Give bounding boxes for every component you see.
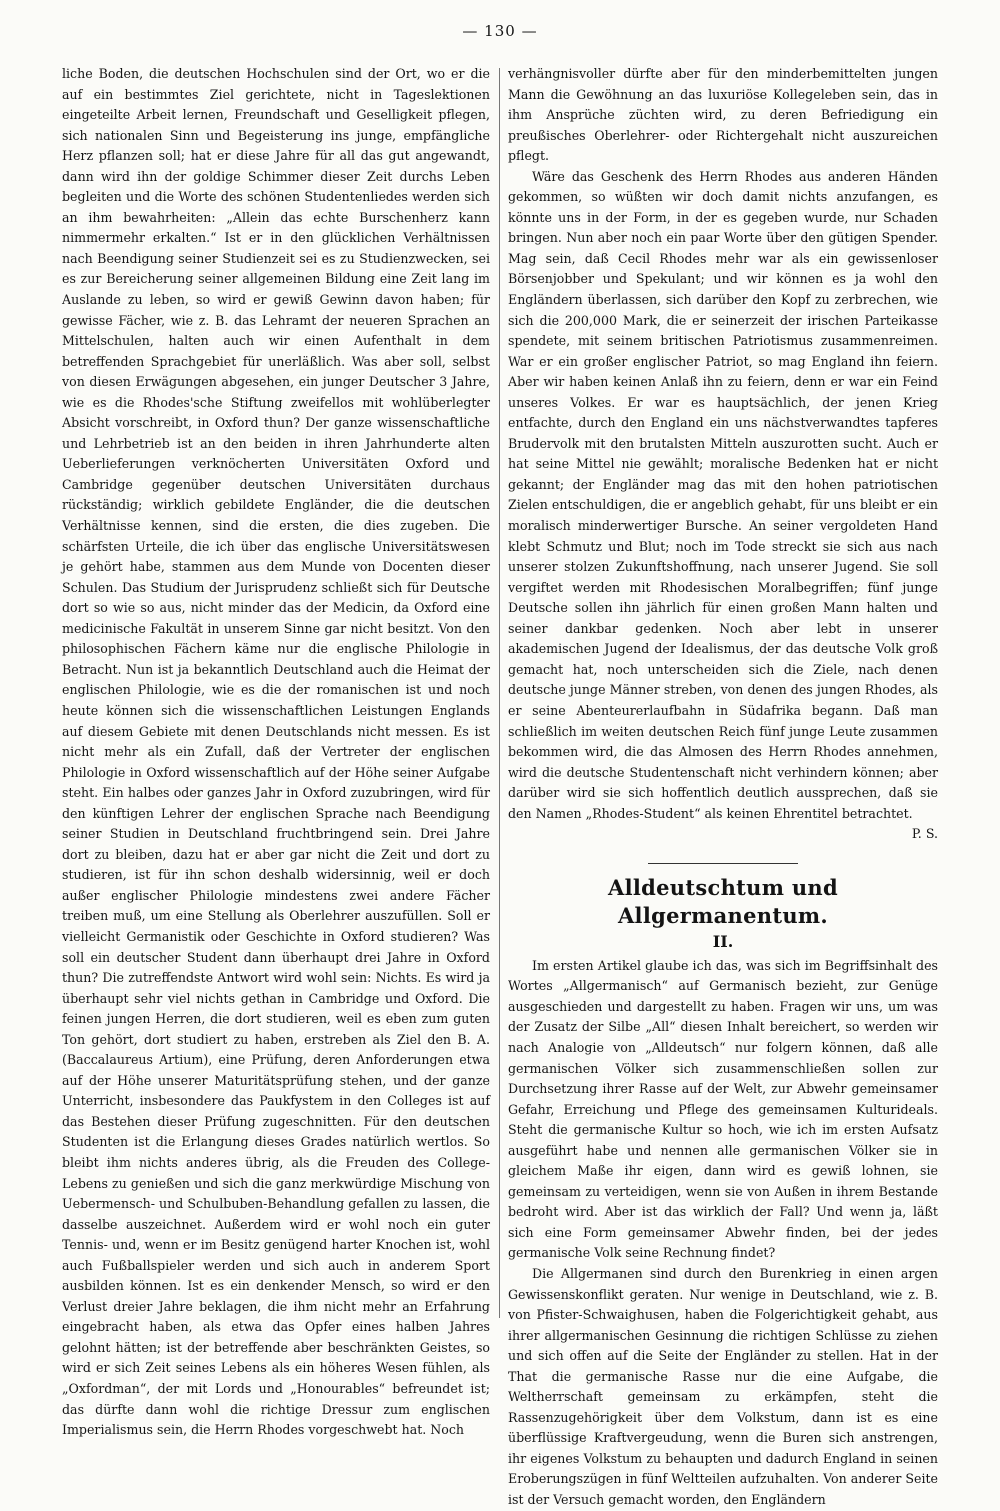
article-signature	[508, 824, 938, 845]
right-paragraph-2: Wäre das Geschenk des Herrn Rhodes aus anderen Händen gekommen, so wüßten wir doch damit nichts anzufangen, es könnte uns in der Form, in der es gegeben wurde, nur Schaden bringen. Nun aber noch ein paar Worte über den gütigen Spender. Mag sein, daß Cecil Rhodes mehr war als ein gewissenloser Börsenjobber und Spekulant; und wir können es ja wohl den Engländern überlassen, sich darüber den Kopf zu zerbrechen, wie sich die 200,000 Mark, die er seinerzeit der irischen Parteikasse spendete, mit seinem britischen Patriotismus zusammenreimen. War er ein großer englischer Patriot, so mag England ihn feiern. Aber wir haben keinen Anlaß ihn zu feiern, denn er war ein Feind unseres Volkes. Er war es hauptsächlich, der jenen Krieg entfachte, durch den England ein uns nächstverwandtes tapferes Brudervolk mit den brutalsten Mitteln auszurotten sucht. Auch er hat seine Mittel nie gewählt; moralische Bedenken hat er nicht gekannt; der Engländer mag das mit den hohen patriotischen Zielen entschuldigen, die er angeblich gehabt, für uns bleibt er ein moralisch minderwertiger Bursche. An seiner vergoldeten Hand klebt Schmutz und Blut; noch im Tode streckt sie sich aus nach unserer stolzen Zukunftshoffnung, nach unserer Jugend. Sie soll vergiftet werden mit Rhodesischen Moralbegriffen; fünf junge Deutsche sollen ihn jährlich für einen großen Mann halten und seiner dankbar gedenken. Noch aber lebt in unserer akademischen Jugend der Idealismus, der das deutsche Volk groß gemacht hat, noch unterscheiden sich die Ziele, nach denen deutsche junge Männer streben, von denen des jungen Rhodes, als er seine Abenteurerlaufbahn in Südafrika begann. Daß man schließlich im weiten deutschen Reich fünf junge Leute zusammen bekommen wird, die das Almosen des Herrn Rhodes annehmen, wird die deutsche Studentenschaft nicht verhindern können; aber darüber wird sie sich hoffentlich deutlich aussprechen, daß sie den Namen „Rhodes-Student“ als keinen Ehrentitel betrachtet.	[508, 168, 938, 821]
section-heading: Alldeutschtum und Allgermanentum.	[608, 874, 838, 928]
section-paragraph-2: Die Allgermanen sind durch den Burenkrieg in einen argen Gewissenskonflikt geraten. Nur wenige in Deutschland, wie z. B. von Pfister-Schwaighusen, haben die Folgerichtigkeit gehabt, aus ihrer allgermanischen Gesinnung die richtigen Schlüsse zu ziehen und sich offen auf die Seite der Engländer zu stellen. Hat in der That die germanische Rasse nur die eine Aufgabe, die Weltherrschaft gemeinsam zu erkämpfen, steht die Rassenzugehörigkeit über dem Volkstum, dann ist es eine überflüssige Kraftvergeudung, wenn die Buren sich anstrengen, ihr eigenes Volkstum zu behaupten und dadurch England in seinen Eroberungszügen in fünf Weltteilen aufzuhalten. Von anderer Seite ist der Versuch gemacht worden, den Engländern	[508, 1265, 938, 1507]
left-column	[62, 64, 490, 1438]
right-paragraph-1: verhängnisvoller dürfte aber für den minderbemittelten jungen Mann die Gewöhnung an das luxuriöse Kollegeleben sein, das in ihm Ansprüche züchten wird, zu deren Befriedigung ein preußisches Oberlehrer- oder Richtergehalt nicht auszureichen pflegt.	[508, 66, 938, 164]
right-column	[508, 64, 938, 1507]
signature-text: P. S.	[911, 826, 938, 842]
left-paragraph-1: liche Boden, die deutschen Hochschulen sind der Ort, wo er die auf ein bestimmtes Ziel gerichtete, nicht in Tageslektionen eingeteilte Arbeit lernen, Freundschaft und Geselligkeit pflegen, sich nationalen Sinn und Begeisterung ins junge, empfängliche Herz pflanzen soll; hat er diese Jahre für all das gut angewandt, dann wird ihn der goldige Schimmer dieser Zeit durchs Leben begleiten und die Worte des schönen Studentenliedes werden sich an ihm bewahrheiten: „Allein das echte Burschenherz kann nimmermehr erkalten.“ Ist er in den glücklichen Verhältnissen nach Beendigung seiner Studienzeit sei es zu Studienzwecken, sei es zur Bereicherung seiner allgemeinen Bildung eine Zeit lang im Auslande zu leben, so wird er gewiß Gewinn davon haben; für gewisse Fächer, wie z. B. das Lehramt der neueren Sprachen an Mittelschulen, halten auch wir einen Aufenthalt in dem betreffenden Sprachgebiet für unerläßlich. Was aber soll, selbst von diesen Erwägungen abgesehen, ein junger Deutscher 3 Jahre, wie es die Rhodes'sche Stiftung zweifellos mit wohlüberlegter Absicht vorschreibt, in Oxford thun? Der ganze wissenschaftliche und Lehrbetrieb ist an den beiden in ihren Jahrhunderte alten Ueberlieferungen verknöcherten Universitäten Oxford und Cambridge gegenüber deutschen Universitäten durchaus rückständig; wirklich gebildete Engländer, die die deutschen Verhältnisse kennen, sind die ersten, die dies zugeben. Die schärfsten Urteile, die ich über das englische Universitätswesen je gehört habe, stammen aus dem Munde von Docenten dieser Schulen. Das Studium der Jurisprudenz schließt sich für Deutsche dort so wie so aus, nicht minder das der Medicin, da Oxford eine medicinische Fakultät in unserem Sinne gar nicht besitzt. Von den philosophischen Fächern käme nur die englische Philologie in Betracht. Nun ist ja bekanntlich Deutschland auch die Heimat der englischen Philologie, wie es die der romanischen ist und noch heute können sich die wissenschaftlichen Leistungen Englands auf diesem Gebiete mit denen Deutschlands nicht messen. Es ist nicht mehr als ein Zufall, daß der Vertreter der englischen Philologie in Oxford wissenschaftlich auf der Höhe seiner Aufgabe steht. Ein halbes oder ganzes Jahr in Oxford zuzubringen, wird für den künftigen Lehrer der englischen Sprache nach Beendigung seiner Studien in Deutschland fruchtbringend sein. Drei Jahre dort zu bleiben, dazu hat er aber gar nicht die Zeit und dort zu studieren, ist für ihn schon deshalb widersinnig, weil er doch außer englischer Philologie mindestens zwei andere Fächer treiben muß, um eine Stellung als Oberlehrer auszufüllen. Soll er vielleicht Germanistik oder Geschichte in Oxford studieren? Was soll ein deutscher Student dann überhaupt drei Jahre in Oxford thun? Die zutreffendste Antwort wird wohl sein: Nichts. Es wird ja überhaupt sehr viel nichts gethan in Cambridge und Oxford. Die feinen jungen Herren, die dort studieren, weil es eben zum guten Ton gehört, dort studiert zu haben, erstreben als Ziel den B. A. (Baccalaureus Artium), eine Prüfung, deren Anforderungen etwa auf der Höhe unserer Maturitätsprüfung stehen, und der ganze Unterricht, insbesondere das Paukfystem in den Colleges ist auf das Bestehen dieser Prüfung zugeschnitten. Für den deutschen Studenten ist die Erlangung dieses Grades natürlich wertlos. So bleibt ihm nichts anderes übrig, als die Freuden des College-Lebens zu genießen und sich die ganz merkwürdige Mischung von Uebermensch- und Schulbuben-Behandlung gefallen zu lassen, die dasselbe auszeichnet. Außerdem wird er wohl noch ein guter Tennis- und, wenn er im Besitz genügend harter Knochen ist, wohl auch Fußballspieler werden und sich auch in anderem Sport ausbilden können. Ist es ein denkender Mensch, so wird er den Verlust dreier Jahre beklagen, die ihm nicht mehr an Erfahrung eingebracht haben, als etwa das Opfer eines halben Jahres gelohnt hätten; ist der betreffende aber beschränkten Geistes, so wird er sich Zeit seines Lebens als ein höheres Wesen fühlen, als „Oxfordman“, der mit Lords und „Honourables“ befreundet ist; das dürfte dann wohl die richtige Dressur zum englischen Imperialismus sein, die Herrn Rhodes vorgeschwebt hat. Noch	[62, 66, 490, 1438]
section-divider	[648, 863, 798, 864]
page-number: — 130 —	[462, 22, 538, 40]
section-paragraph-1: Im ersten Artikel glaube ich das, was sich im Begriffsinhalt des Wortes „Allgermanisch“ auf Germanisch bezieht, zur Genüge ausgeschieden und dargestellt zu haben. Fragen wir uns, um was der Zusatz der Silbe „All“ diesen Inhalt bereichert, so werden wir nach Analogie von „Alldeutsch“ nur folgern können, daß alle germanischen Völker sich zusammenschließen sollen zur Durchsetzung ihrer Rasse auf der Welt, zur Abwehr gemeinsamer Gefahr, Erreichung und Pflege des gemeinsamen Kulturideals. Steht die germanische Kultur so hoch, wie ich im ersten Aufsatz ausgeführt habe und nennen alle germanischen Völker sie in gleichem Maße ihr eigen, dann wird es gewiß lohnen, sie gemeinsam zu verteidigen, wenn sie von Außen in ihrem Bestande bedroht wird. Aber ist das wirklich der Fall? Und wenn ja, läßt sich eine Form gemeinsamer Abwehr finden, bei der jedes germanische Volk seine Rechnung findet?	[508, 957, 938, 1261]
column-divider	[499, 68, 500, 1318]
section-number: II.	[712, 931, 734, 951]
